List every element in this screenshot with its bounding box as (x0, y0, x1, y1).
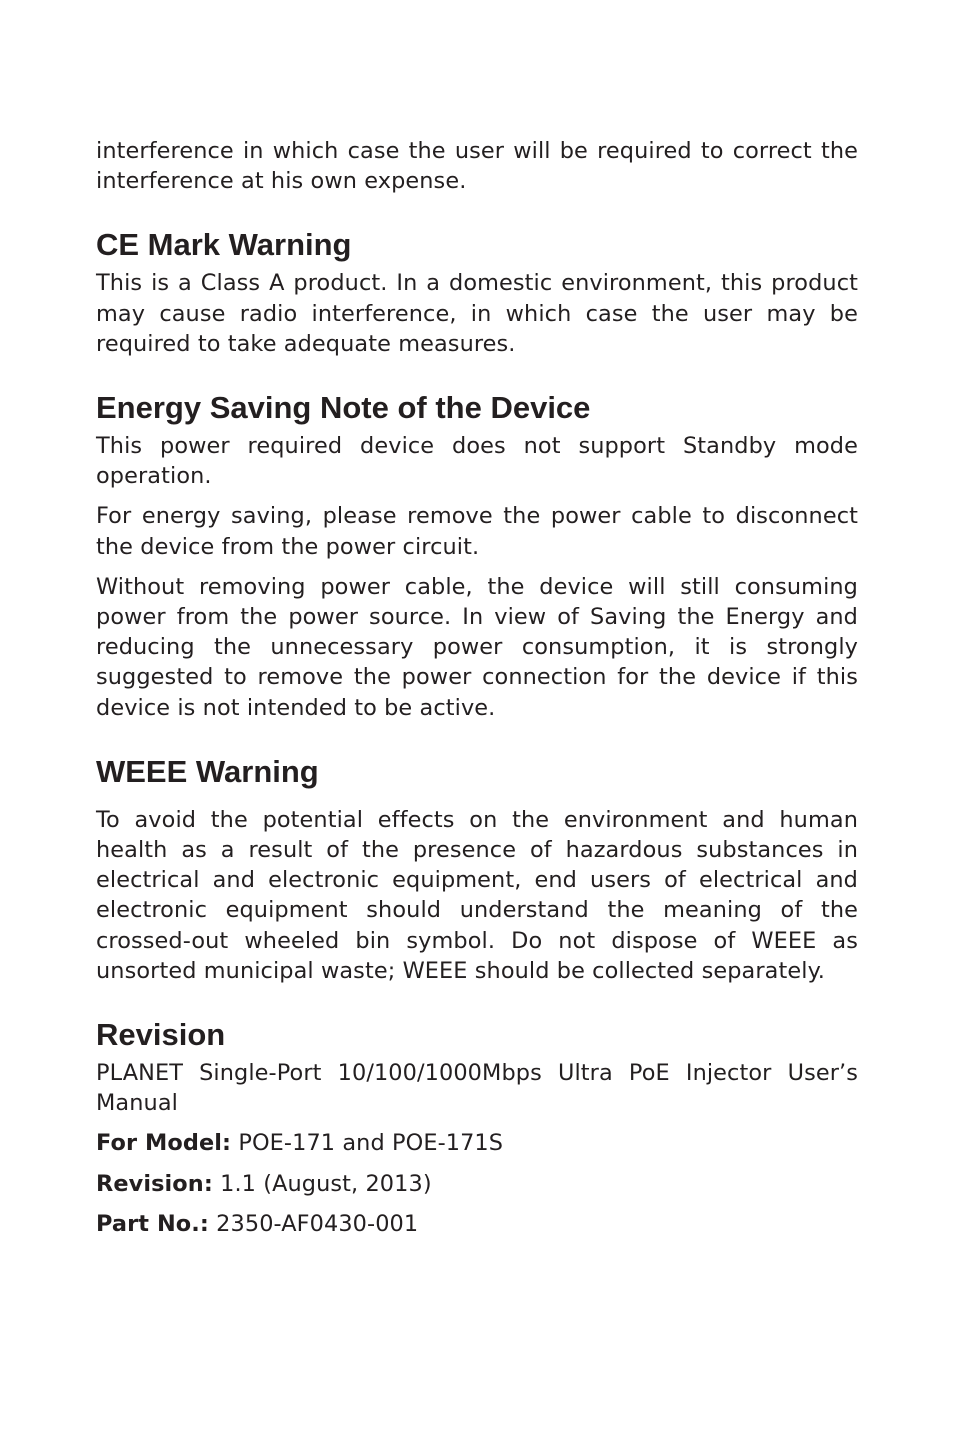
revision-line (96, 1169, 858, 1199)
part-number-label: Part No.: (96, 1210, 209, 1237)
weee-warning-paragraph: To avoid the potential effects on the environment and human health as a result of the presence of hazardous substances in electrical and electronic equipment, end users of electrical and electronic equipment should understand the meaning of the crossed-out wheeled bin symbol. Do not dispose of WEEE as unsorted municipal waste; WEEE should be collected separately. (96, 806, 858, 984)
ce-mark-warning-paragraph: This is a Class A product. In a domestic environment, this product may cause radio interference, in which case the user may be required to take adequate measures. (96, 270, 858, 357)
revision-value: 1.1 (August, 2013) (212, 1170, 432, 1197)
weee-warning-heading: WEEE Warning (96, 753, 319, 789)
revision-label: Revision: (96, 1170, 213, 1197)
part-number-line (96, 1209, 858, 1239)
ce-mark-warning-heading: CE Mark Warning (96, 227, 352, 263)
energy-saving-paragraph: This power required device does not support Standby mode operation. (96, 433, 858, 490)
model-line (96, 1128, 858, 1158)
energy-saving-paragraph: Without removing power cable, the device will still consuming power from the power source. In view of Saving the Energy and reducing the unnecessary power consumption, it is strongly suggested to remove the power connection for the device if this device is not intended to be active. (96, 573, 858, 721)
document-page (96, 136, 858, 1239)
energy-saving-heading: Energy Saving Note of the Device (96, 390, 591, 426)
model-label: For Model: (96, 1130, 232, 1157)
revision-heading: Revision (96, 1017, 226, 1053)
energy-saving-paragraph: For energy saving, please remove the power cable to disconnect the device from the power circuit. (96, 503, 858, 560)
intro-paragraph: interference in which case the user will be required to correct the interference at his own expense. (96, 138, 858, 195)
manual-title: PLANET Single-Port 10/100/1000Mbps Ultra PoE Injector User’s Manual (96, 1060, 858, 1117)
model-value: POE-171 and POE-171S (231, 1130, 504, 1157)
part-number-value: 2350-AF0430-001 (208, 1210, 419, 1237)
